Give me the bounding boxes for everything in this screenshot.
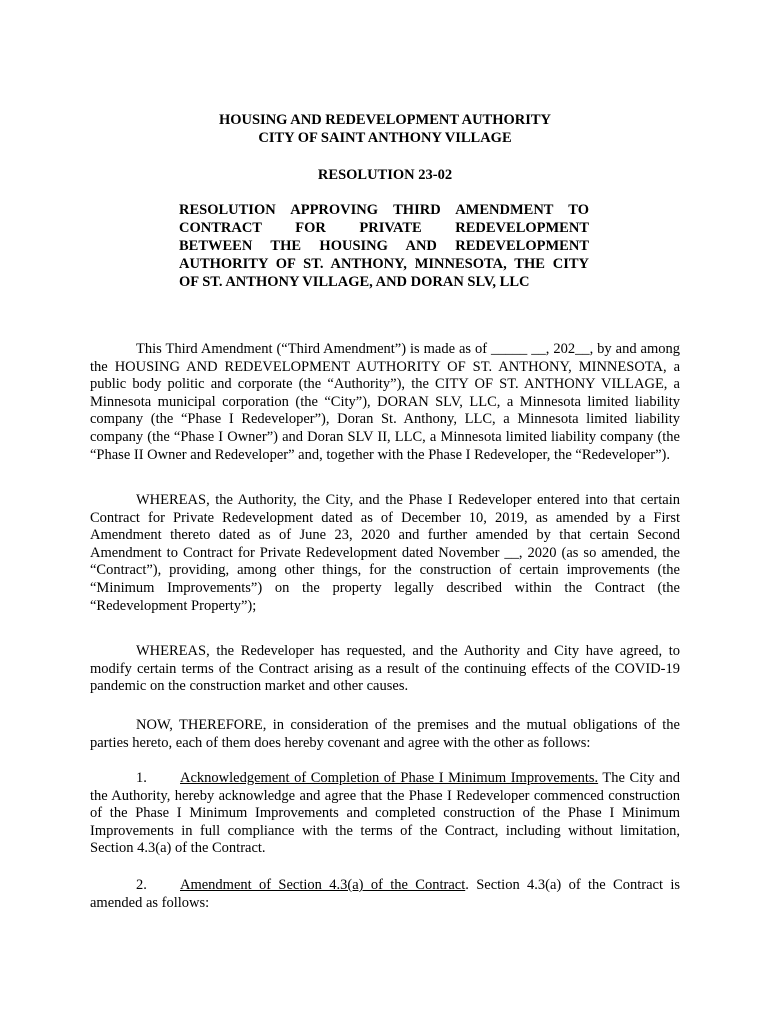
now-therefore-paragraph: NOW, THEREFORE, in consideration of the premises and the mutual obligations of the parties hereto, each of them does hereby covenant and agree with the other as follows: xyxy=(90,717,680,751)
city-heading: CITY OF SAINT ANTHONY VILLAGE xyxy=(258,130,512,146)
intro-paragraph: This Third Amendment (“Third Amendment”) is made as of _____ __, 202__, by and among the HOUSING AND REDEVELOPMENT AUTHORITY OF ST. ANTHONY, MINNESOTA, a public body politic and corporate (the “Authority”), the CITY OF ST. ANTHONY VILLAGE, a Minnesota municipal corporation (the “City”), DORAN SLV, LLC, a Minnesota limited liability company (the “Phase I Redeveloper”), Doran St. Anthony, LLC, a Minnesota limited liability company (the “Phase I Owner”) and Doran SLV II, LLC, a Minnesota limited liability company (the “Phase II Owner and Redeveloper” and, together with the Phase I Redeveloper, the “Redeveloper”). xyxy=(90,341,680,463)
section-2-heading: Amendment of Section 4.3(a) of the Contract xyxy=(180,877,466,893)
section-2-paragraph xyxy=(90,877,680,912)
title-line: CONTRACT FOR PRIVATE REDEVELOPMENT xyxy=(179,220,589,236)
section-1-body: The City and the Authority, hereby acknowledge and agree that the Phase I Redeveloper commenced construction of the Phase I Minimum Improvements and completed construction of the Phase I Minimum Improvements in full compliance with the terms of the Contract, including without limitation, Section 4.3(a) of the Contract. xyxy=(90,770,680,857)
authority-heading: HOUSING AND REDEVELOPMENT AUTHORITY xyxy=(218,112,552,128)
whereas-paragraph-2: WHEREAS, the Redeveloper has requested, and the Authority and City have agreed, to modify certain terms of the Contract arising as a result of the continuing effects of the COVID-19 pandemic on the construction market and other causes. xyxy=(90,643,680,695)
resolution-title xyxy=(179,201,589,291)
section-1-paragraph xyxy=(90,770,680,858)
whereas-paragraph-1: WHEREAS, the Authority, the City, and the Phase I Redeveloper entered into that certain Contract for Private Redevelopment dated as of December 10, 2019, as amended by a First Amendment thereto dated as of June 23, 2020 and further amended by that certain Second Amendment to Contract for Private Redevelopment dated November __, 2020 (as so amended, the “Contract”), providing, among other things, for the construction of certain improvements (the “Minimum Improvements”) on the property legally described within the Contract (the “Redevelopment Property”); xyxy=(90,492,680,614)
title-line: RESOLUTION APPROVING THIRD AMENDMENT TO xyxy=(179,202,589,218)
title-line: AUTHORITY OF ST. ANTHONY, MINNESOTA, THE CITY xyxy=(179,256,589,272)
section-1-heading: Acknowledgement of Completion of Phase I Minimum Improvements. xyxy=(180,770,599,786)
section-2-body: . Section 4.3(a) of the Contract is amended as follows: xyxy=(90,877,680,911)
title-line: BETWEEN THE HOUSING AND REDEVELOPMENT xyxy=(179,238,589,254)
title-line: OF ST. ANTHONY VILLAGE, AND DORAN SLV, LLC xyxy=(179,274,530,290)
section-2-number: 2. xyxy=(136,877,147,893)
section-1-number: 1. xyxy=(136,770,147,786)
resolution-number: RESOLUTION 23-02 xyxy=(317,167,453,183)
